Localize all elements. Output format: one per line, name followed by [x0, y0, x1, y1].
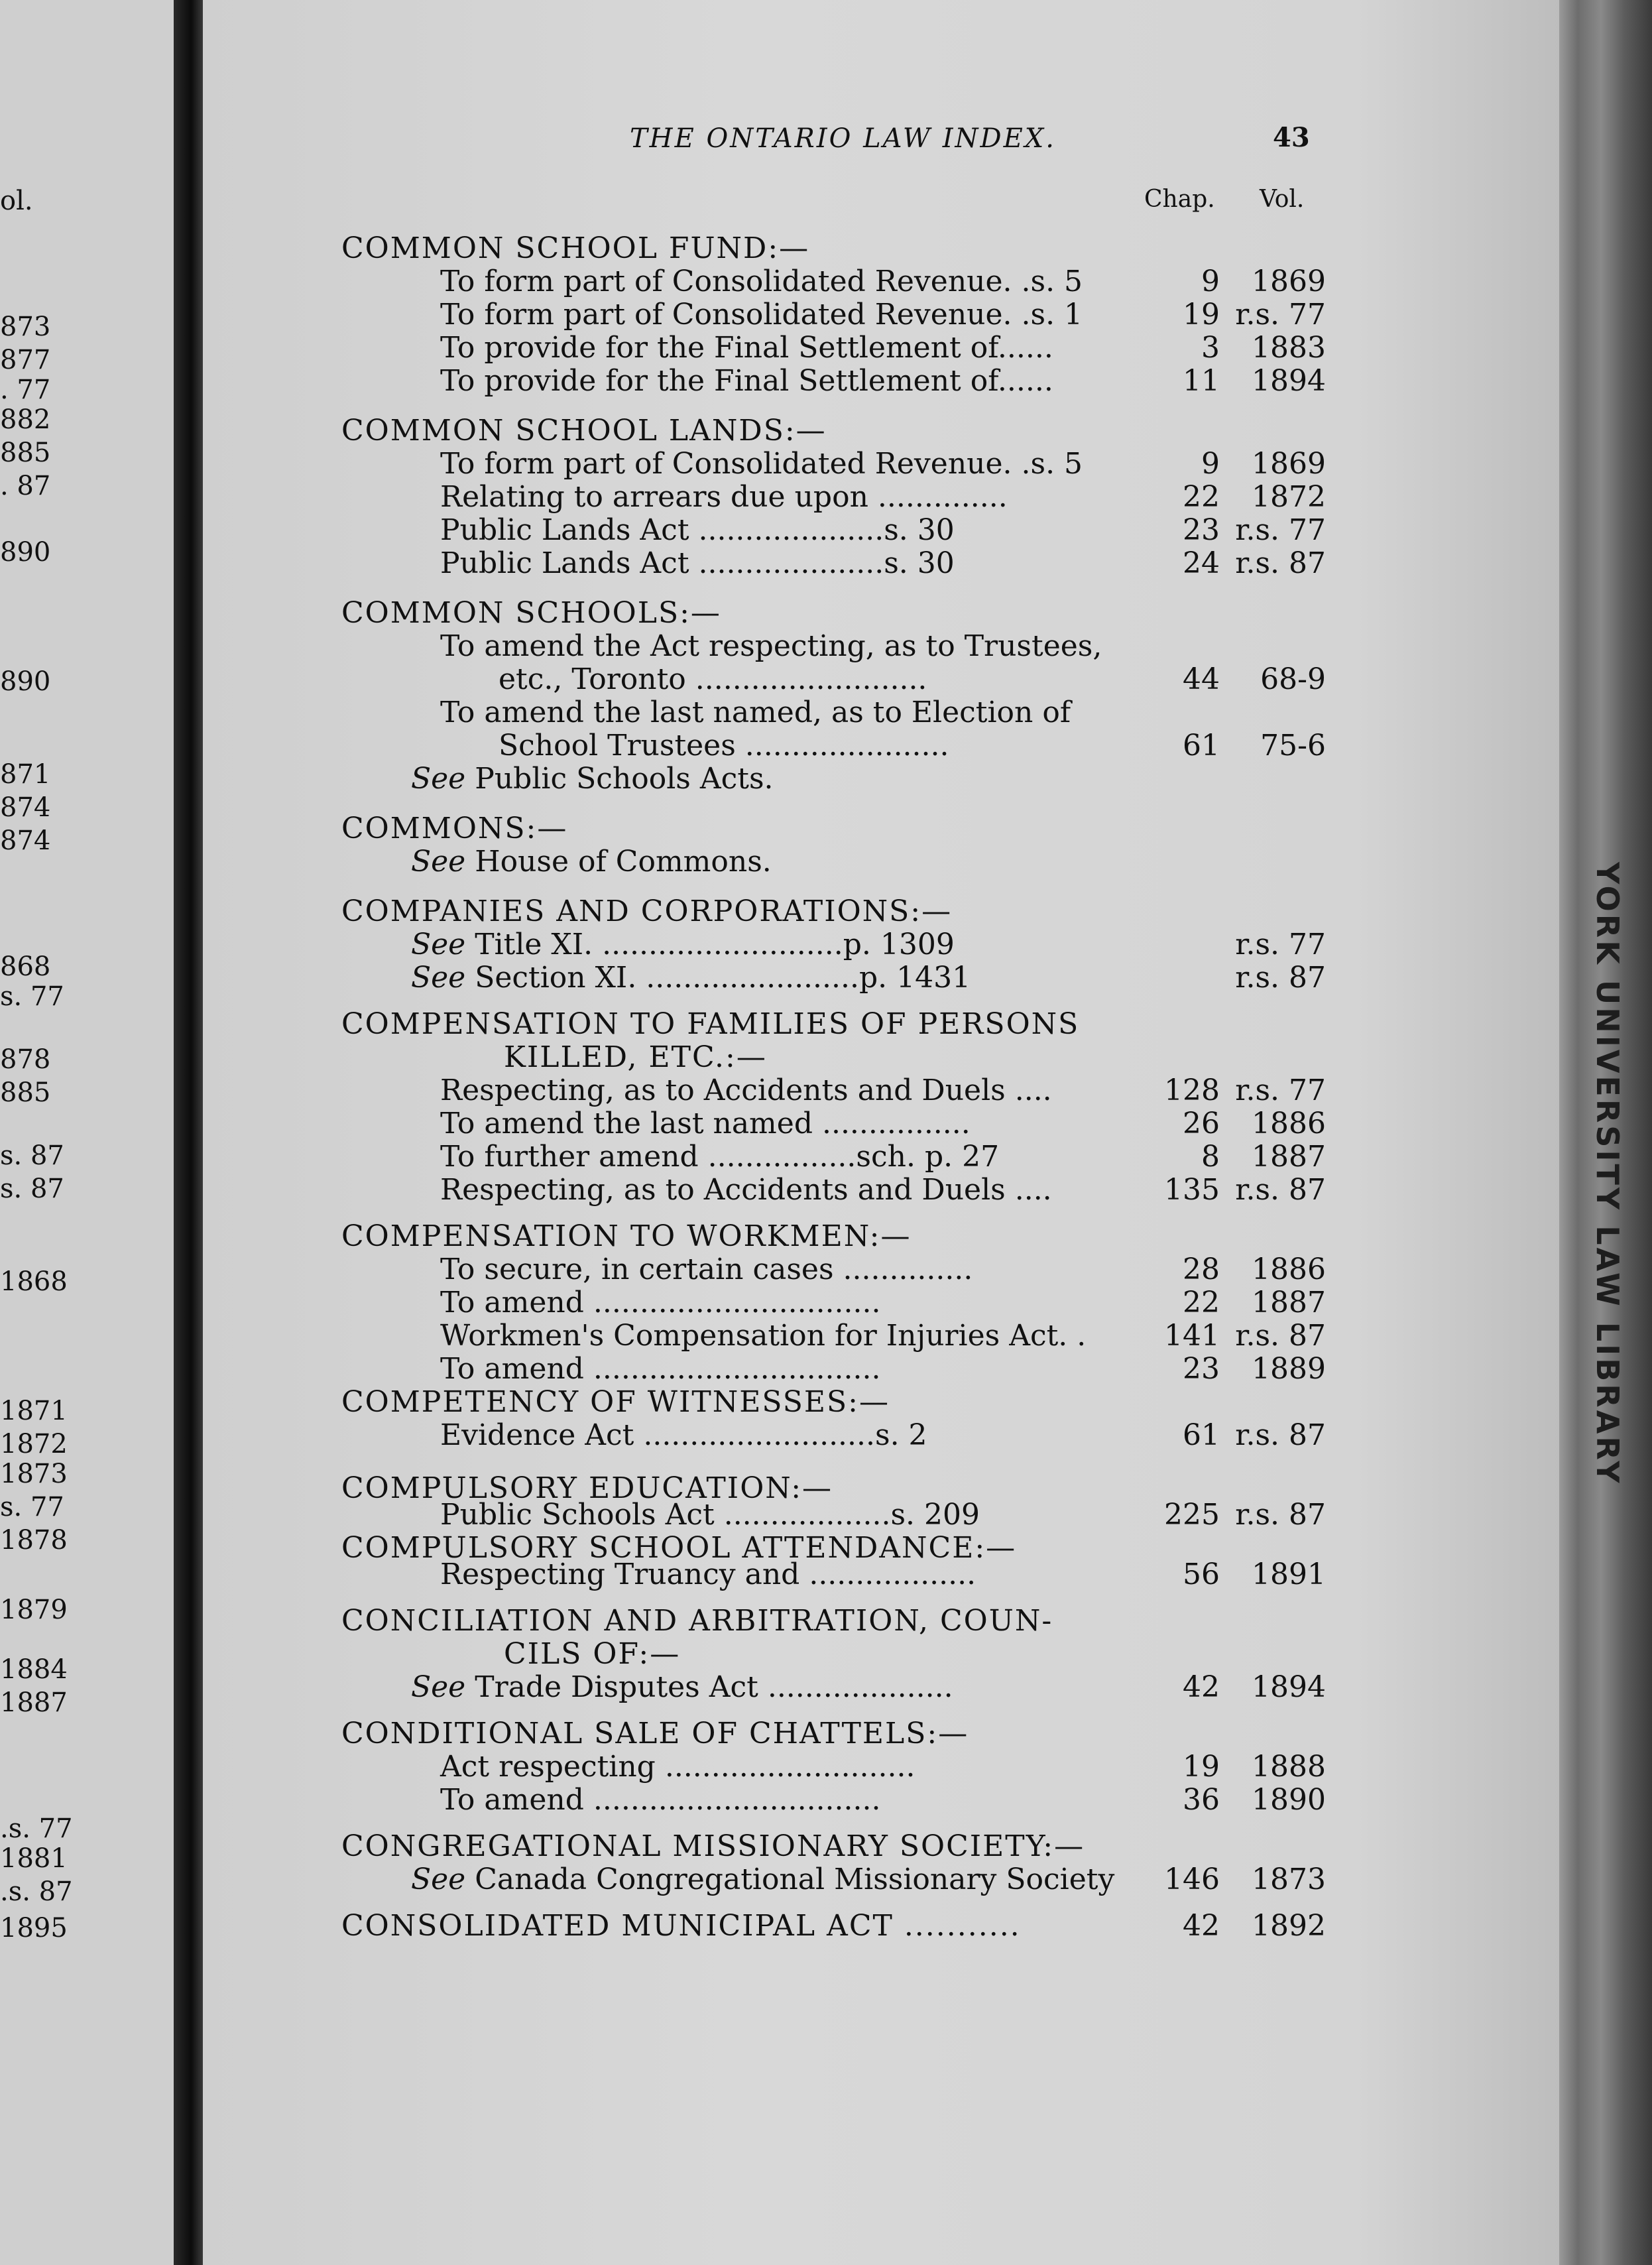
volume-reference: 1894 — [1252, 364, 1326, 398]
volume-reference: 1887 — [1252, 1286, 1326, 1319]
chapter-number: 24 — [1183, 546, 1220, 580]
entry-text: COMPENSATION TO FAMILIES OF PERSONS — [341, 1007, 1080, 1041]
index-entry — [440, 1419, 927, 1452]
facing-page-entry: 882 — [0, 404, 51, 435]
volume-reference: r.s. 87 — [1235, 961, 1326, 995]
index-heading — [341, 414, 827, 448]
facing-page-entry: 1878 — [0, 1525, 68, 1556]
facing-page-entry: 874 — [0, 826, 51, 856]
chap-column-header: Chap. — [1144, 186, 1215, 213]
entry-text: To further amend ................sch. p. 27 — [440, 1140, 1000, 1174]
entry-text: COMPETENCY OF WITNESSES:— — [341, 1385, 890, 1419]
chapter-number: 225 — [1164, 1498, 1220, 1532]
entry-text: COMMONS:— — [341, 812, 568, 845]
entry-text: To form part of Consolidated Revenue. .s. 5 — [440, 265, 1083, 298]
index-heading — [341, 232, 809, 265]
index-entry — [411, 1671, 953, 1704]
entry-text: To form part of Consolidated Revenue. .s. 1 — [440, 298, 1083, 332]
chapter-number: 56 — [1183, 1558, 1220, 1591]
volume-reference: 1894 — [1252, 1670, 1326, 1704]
index-entry — [440, 1353, 880, 1386]
see-reference-label: See — [411, 1863, 475, 1896]
index-entry — [499, 663, 927, 696]
chapter-number: 8 — [1201, 1140, 1220, 1174]
facing-page-entry: 885 — [0, 1077, 51, 1108]
volume-reference: r.s. 77 — [1235, 928, 1326, 961]
facing-page-entry: 874 — [0, 792, 51, 823]
chapter-number: 28 — [1183, 1253, 1220, 1286]
entry-text: To secure, in certain cases .............. — [440, 1253, 973, 1286]
index-entry — [440, 1253, 973, 1286]
chapter-number: 11 — [1183, 364, 1220, 398]
see-reference-label: See — [411, 845, 475, 879]
entry-text: Section XI. .......................p. 1431 — [475, 961, 971, 995]
entry-text: To amend ............................... — [440, 1352, 881, 1386]
book-gutter — [174, 0, 203, 2265]
index-entry — [440, 1107, 971, 1140]
running-title: THE ONTARIO LAW INDEX. — [630, 123, 1056, 154]
index-entry — [440, 1750, 915, 1784]
entry-text: To amend the Act respecting, as to Trustees, — [440, 629, 1102, 663]
entry-text: Public Lands Act ....................s. 30 — [440, 546, 955, 580]
facing-page-entry: 873 — [0, 312, 51, 342]
volume-reference: r.s. 87 — [1235, 1319, 1326, 1353]
index-entry — [440, 1286, 880, 1319]
volume-reference: r.s. 77 — [1235, 298, 1326, 332]
chapter-number: 19 — [1183, 1750, 1220, 1784]
index-heading — [341, 812, 567, 845]
index-heading — [341, 1717, 969, 1750]
volume-reference: r.s. 87 — [1235, 1498, 1326, 1532]
see-reference-label: See — [411, 961, 475, 995]
volume-reference: 1886 — [1252, 1253, 1326, 1286]
entry-text: COMPULSORY EDUCATION:— — [341, 1471, 833, 1505]
index-entry — [440, 1558, 976, 1591]
see-reference-label: See — [411, 928, 475, 961]
facing-page-entry: 1881 — [0, 1843, 68, 1874]
facing-page-entry: 868 — [0, 951, 51, 982]
index-entry — [440, 332, 1053, 365]
see-reference-label: See — [411, 762, 475, 796]
chapter-number: 22 — [1183, 1286, 1220, 1319]
index-heading — [341, 1830, 1085, 1863]
facing-page-entry: 1887 — [0, 1687, 68, 1718]
index-heading — [504, 1041, 767, 1074]
facing-page-entry: 890 — [0, 537, 51, 568]
index-entry — [440, 1174, 1052, 1207]
entry-text: To form part of Consolidated Revenue. .s. 5 — [440, 447, 1083, 481]
entry-text: To amend ............................... — [440, 1286, 881, 1319]
index-heading — [341, 597, 721, 630]
chapter-number: 135 — [1164, 1173, 1220, 1207]
chapter-number: 26 — [1183, 1107, 1220, 1140]
volume-reference: 1883 — [1252, 331, 1326, 365]
entry-text: CONSOLIDATED MUNICIPAL ACT ........... — [341, 1909, 1021, 1943]
chapter-number: 23 — [1183, 1352, 1220, 1386]
entry-text: House of Commons. — [475, 845, 772, 879]
index-entry — [440, 265, 1083, 298]
chapter-number: 42 — [1183, 1670, 1220, 1704]
chapter-number: 128 — [1164, 1073, 1220, 1107]
chapter-number: 146 — [1164, 1863, 1220, 1896]
index-entry — [440, 696, 1071, 729]
entry-text: To provide for the Final Settlement of...... — [440, 331, 1053, 365]
entry-text: COMPANIES AND CORPORATIONS:— — [341, 894, 953, 928]
facing-page-entry: s. 77 — [0, 981, 64, 1012]
facing-page-fragment — [0, 0, 174, 2265]
entry-text: Public Lands Act ....................s. 30 — [440, 513, 955, 547]
index-entry — [440, 1499, 980, 1532]
entry-text: COMMON SCHOOL FUND:— — [341, 231, 810, 265]
index-heading — [341, 1605, 1053, 1638]
entry-text: COMMON SCHOOL LANDS:— — [341, 414, 827, 448]
index-entry — [440, 1140, 999, 1174]
chapter-number: 22 — [1183, 480, 1220, 514]
volume-reference: 68-9 — [1260, 662, 1326, 696]
entry-text: CONDITIONAL SALE OF CHATTELS:— — [341, 1717, 969, 1750]
entry-text: Respecting, as to Accidents and Duels .... — [440, 1173, 1052, 1207]
volume-reference: 1886 — [1252, 1107, 1326, 1140]
index-entry — [440, 1784, 880, 1817]
index-entry — [440, 448, 1083, 481]
entry-text: Public Schools Acts. — [475, 762, 774, 796]
volume-reference: 1889 — [1252, 1352, 1326, 1386]
index-heading — [504, 1638, 680, 1671]
volume-reference: 1888 — [1252, 1750, 1326, 1784]
entry-text: To amend the last named ................ — [440, 1107, 971, 1140]
library-stamp: YORK UNIVERSITY LAW LIBRARY — [1590, 862, 1625, 1486]
entry-text: Title XI. ..........................p. 1309 — [475, 928, 955, 961]
entry-text: Trade Disputes Act .................... — [475, 1670, 953, 1704]
index-entry — [440, 630, 1102, 663]
chapter-number: 42 — [1183, 1909, 1220, 1943]
chapter-number: 3 — [1201, 331, 1220, 365]
entry-text: etc., Toronto ......................... — [499, 662, 927, 696]
facing-page-entry: 1879 — [0, 1595, 68, 1625]
facing-page-entry: .s. 77 — [0, 1813, 73, 1844]
facing-page-entry: 871 — [0, 759, 51, 790]
chapter-number: 61 — [1183, 729, 1220, 763]
chapter-number: 9 — [1201, 265, 1220, 298]
facing-page-entry: 1895 — [0, 1913, 68, 1943]
volume-reference: 1890 — [1252, 1783, 1326, 1817]
entry-text: Workmen's Compensation for Injuries Act. . — [440, 1319, 1087, 1353]
index-heading — [341, 1386, 890, 1419]
entry-text: CONCILIATION AND ARBITRATION, COUN- — [341, 1604, 1053, 1638]
entry-text: Relating to arrears due upon .............. — [440, 480, 1008, 514]
facing-page-entry: 890 — [0, 666, 51, 697]
facing-page-entry: 885 — [0, 438, 51, 468]
volume-reference: 1887 — [1252, 1140, 1326, 1174]
facing-page-entry: 1868 — [0, 1266, 68, 1297]
index-entry — [411, 845, 772, 879]
facing-page-entry: . 87 — [0, 471, 51, 501]
volume-reference: 1869 — [1252, 265, 1326, 298]
volume-reference: 1869 — [1252, 447, 1326, 481]
facing-page-col-header: ol. — [0, 186, 33, 216]
index-entry — [411, 928, 955, 961]
volume-reference: 75-6 — [1260, 729, 1326, 763]
chapter-number: 61 — [1183, 1418, 1220, 1452]
volume-reference: r.s. 77 — [1235, 513, 1326, 547]
volume-reference: r.s. 87 — [1235, 1173, 1326, 1207]
chapter-number: 19 — [1183, 298, 1220, 332]
volume-reference: r.s. 77 — [1235, 1073, 1326, 1107]
index-entry — [440, 481, 1008, 514]
entry-text: Act respecting ........................... — [440, 1750, 915, 1784]
see-reference-label: See — [411, 1670, 475, 1704]
facing-page-entry: 878 — [0, 1044, 51, 1075]
facing-page-entry: .s. 87 — [0, 1876, 73, 1907]
facing-page-entry: . 77 — [0, 375, 51, 405]
entry-text: To amend the last named, as to Election of — [440, 696, 1071, 729]
index-entry — [440, 365, 1053, 398]
chapter-number: 141 — [1164, 1319, 1220, 1353]
index-entry — [440, 514, 955, 547]
index-entry — [411, 1863, 1114, 1896]
index-heading — [341, 1008, 1079, 1041]
index-heading — [341, 1910, 1021, 1943]
index-entry — [440, 1074, 1052, 1107]
facing-page-entry: 1872 — [0, 1429, 68, 1459]
facing-page-entry: 1873 — [0, 1459, 68, 1489]
entry-text: To provide for the Final Settlement of...... — [440, 364, 1053, 398]
facing-page-entry: 1871 — [0, 1396, 68, 1426]
entry-text: COMMON SCHOOLS:— — [341, 596, 721, 630]
volume-reference: 1891 — [1252, 1558, 1326, 1591]
index-heading — [341, 1220, 911, 1253]
entry-text: Evidence Act .........................s. 2 — [440, 1418, 927, 1452]
chapter-number: 36 — [1183, 1783, 1220, 1817]
entry-text: COMPENSATION TO WORKMEN:— — [341, 1219, 912, 1253]
chapter-number: 9 — [1201, 447, 1220, 481]
index-entry — [411, 961, 971, 995]
entry-text: COMPULSORY SCHOOL ATTENDANCE:— — [341, 1531, 1017, 1565]
index-entry — [411, 763, 774, 796]
facing-page-entry: s. 87 — [0, 1174, 64, 1204]
facing-page-entry: 877 — [0, 345, 51, 375]
chapter-number: 23 — [1183, 513, 1220, 547]
entry-text: Respecting, as to Accidents and Duels .... — [440, 1073, 1052, 1107]
volume-reference: 1873 — [1252, 1863, 1326, 1896]
volume-reference: r.s. 87 — [1235, 546, 1326, 580]
volume-reference: 1892 — [1252, 1909, 1326, 1943]
chapter-number: 44 — [1183, 662, 1220, 696]
vol-column-header: Vol. — [1260, 186, 1305, 213]
entry-text: To amend ............................... — [440, 1783, 881, 1817]
page-number: 43 — [1273, 122, 1310, 153]
entry-text: CILS OF:— — [504, 1637, 681, 1671]
facing-page-entry: 1884 — [0, 1654, 68, 1685]
volume-reference: r.s. 87 — [1235, 1418, 1326, 1452]
entry-text: Respecting Truancy and .................. — [440, 1558, 976, 1591]
entry-text: Canada Congregational Missionary Society — [475, 1863, 1115, 1896]
index-heading — [341, 895, 952, 928]
entry-text: KILLED, ETC.:— — [504, 1040, 767, 1074]
index-entry — [499, 729, 949, 763]
index-entry — [440, 1319, 1086, 1353]
index-entry — [440, 547, 955, 580]
entry-text: Public Schools Act ..................s. 209 — [440, 1498, 980, 1532]
entry-text: School Trustees ...................... — [499, 729, 949, 763]
entry-text: CONGREGATIONAL MISSIONARY SOCIETY:— — [341, 1829, 1085, 1863]
facing-page-entry: s. 87 — [0, 1140, 64, 1171]
volume-reference: 1872 — [1252, 480, 1326, 514]
facing-page-entry: s. 77 — [0, 1492, 64, 1522]
index-entry — [440, 298, 1083, 332]
